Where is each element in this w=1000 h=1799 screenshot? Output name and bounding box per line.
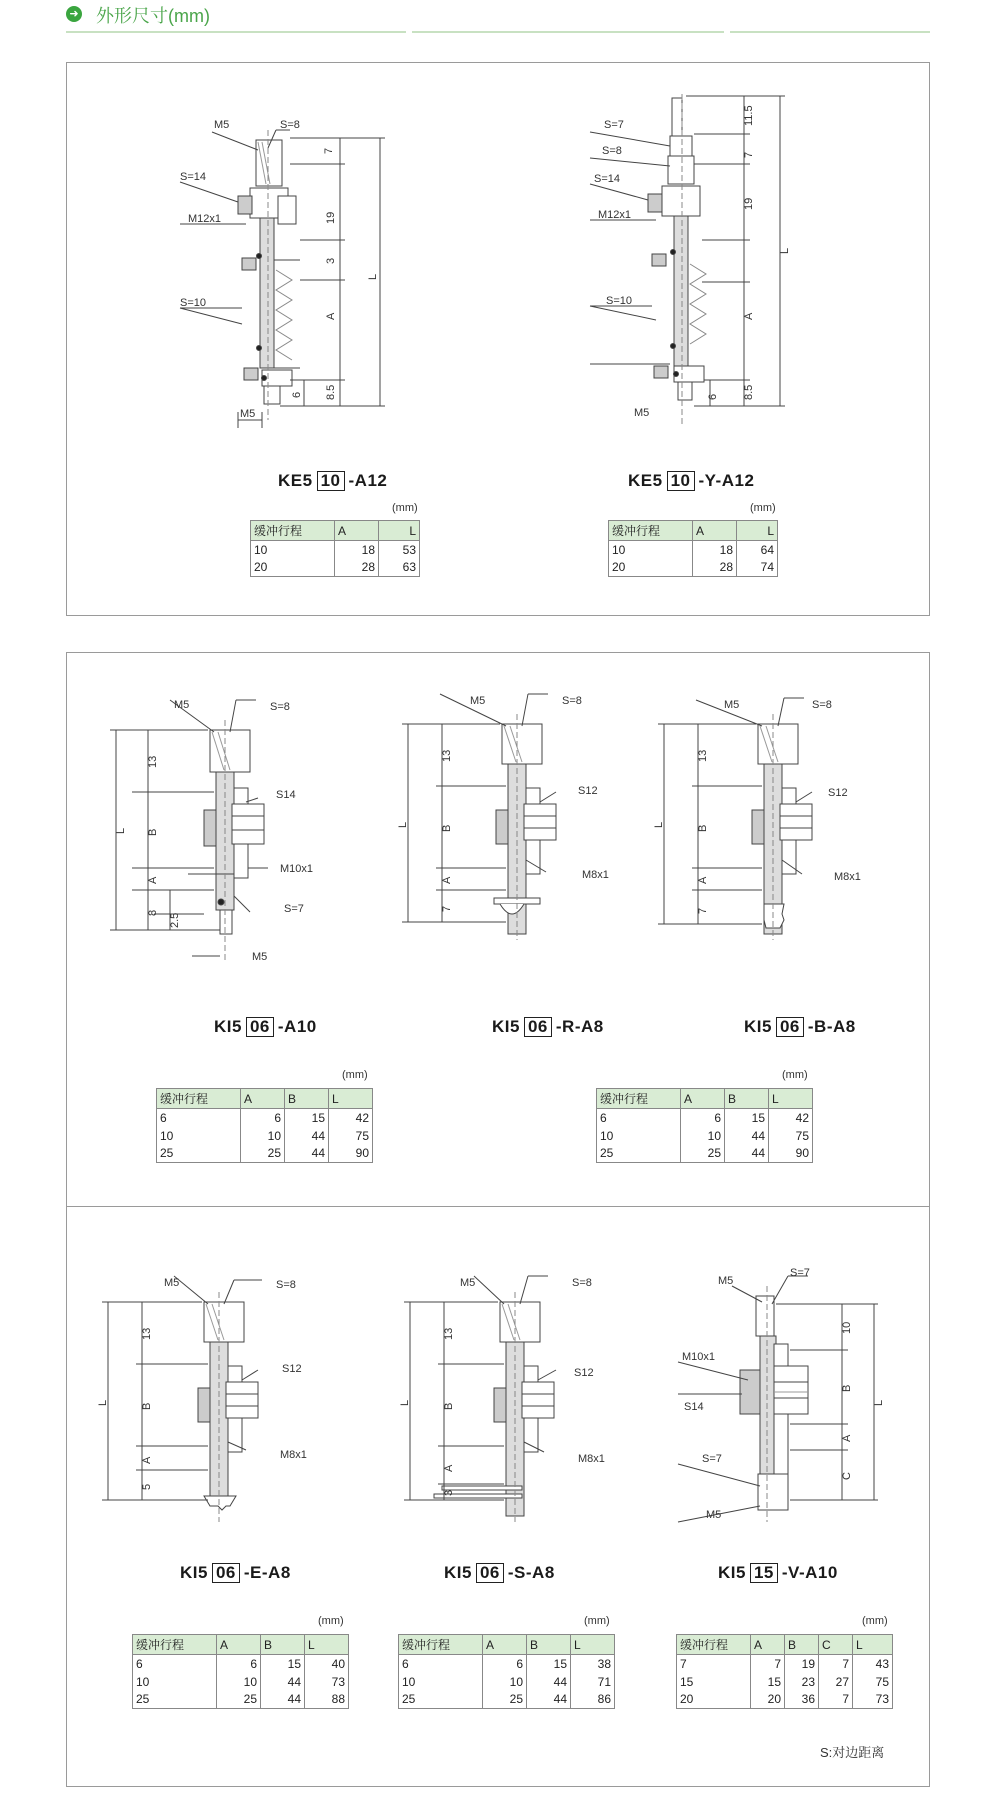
label-s14: S14 (276, 789, 296, 801)
cell: 27 (819, 1673, 853, 1691)
cell: 28 (335, 559, 379, 577)
col-stroke: 缓冲行程 (399, 1635, 483, 1655)
col-a: A (335, 521, 379, 541)
spec-table-ki5-a10 (156, 1088, 373, 1163)
model-prefix: KE5 (278, 471, 313, 490)
model-stroke-box: 06 (476, 1563, 504, 1583)
dim-13: 13 (147, 755, 159, 768)
cell: 44 (527, 1673, 571, 1691)
table-row (609, 541, 778, 559)
dim-a: A (441, 876, 453, 884)
label-s14: S=14 (180, 171, 206, 183)
label-s7: S=7 (284, 903, 304, 915)
unit-label: (mm) (318, 1615, 344, 1627)
table-row (399, 1691, 615, 1709)
label-s14: S14 (684, 1401, 704, 1413)
cell: 10 (241, 1127, 285, 1145)
table-row (133, 1691, 349, 1709)
dim-l: L (115, 827, 127, 834)
cell: 18 (335, 541, 379, 559)
panel-divider (66, 1206, 930, 1207)
dim-13: 13 (441, 749, 453, 762)
drawing-ki5-e-a8 (96, 1274, 336, 1524)
cell: 42 (329, 1109, 373, 1127)
cell: 7 (677, 1655, 751, 1673)
model-title-ke5-a12 (278, 471, 387, 491)
model-prefix: KI5 (214, 1017, 242, 1036)
model-title-ki5-b-a8 (744, 1017, 856, 1037)
col-a: A (483, 1635, 527, 1655)
label-s7: S=7 (702, 1453, 722, 1465)
dim-b: B (697, 824, 709, 832)
arrow-right-circle-icon: ➜ (66, 6, 82, 22)
label-m8: M8x1 (582, 869, 609, 881)
cell: 10 (157, 1127, 241, 1145)
label-m10: M10x1 (280, 863, 314, 875)
cell: 36 (785, 1691, 819, 1709)
dim-10: 10 (841, 1321, 853, 1334)
cell: 15 (285, 1109, 329, 1127)
spec-table-ki5-b-a8 (596, 1088, 813, 1163)
cell: 44 (527, 1691, 571, 1709)
dim-6: 6 (291, 391, 303, 398)
cell: 10 (251, 541, 335, 559)
dim-b: B (443, 1402, 455, 1410)
cell: 38 (571, 1655, 615, 1673)
dim-7: 7 (697, 907, 709, 914)
drawing-ki5-s-a8 (398, 1274, 638, 1524)
cell: 7 (819, 1691, 853, 1709)
cell: 44 (285, 1127, 329, 1145)
cell: 71 (571, 1673, 615, 1691)
label-m5: M5 (164, 1277, 180, 1289)
unit-label: (mm) (342, 1069, 368, 1081)
dim-l: L (397, 821, 409, 828)
cell: 20 (677, 1691, 751, 1709)
model-suffix: -E-A8 (243, 1563, 291, 1582)
model-title-ke5-y-a12 (628, 471, 754, 491)
cell: 20 (609, 559, 693, 577)
label-m12: M12x1 (598, 209, 632, 221)
label-s7: S=7 (604, 119, 624, 131)
cell: 44 (261, 1673, 305, 1691)
label-s8: S=8 (562, 695, 582, 707)
model-stroke-box: 15 (750, 1563, 778, 1583)
dim-l: L (97, 1399, 109, 1406)
col-b: B (785, 1635, 819, 1655)
col-l: L (769, 1089, 813, 1109)
model-suffix: -A12 (348, 471, 388, 490)
dim-l: L (399, 1399, 411, 1406)
cell: 44 (261, 1691, 305, 1709)
col-stroke: 缓冲行程 (251, 521, 335, 541)
model-prefix: KI5 (180, 1563, 208, 1582)
col-a: A (241, 1089, 285, 1109)
drawing-ki5-b-a8 (652, 692, 892, 942)
dim-a: A (325, 312, 337, 320)
dim-b: B (841, 1384, 853, 1392)
table-row (677, 1655, 893, 1673)
cell: 40 (305, 1655, 349, 1673)
cell: 20 (751, 1691, 785, 1709)
section-header (66, 0, 930, 36)
spec-table-ki5-v-a10 (676, 1634, 893, 1709)
cell: 23 (785, 1673, 819, 1691)
table-row (597, 1145, 813, 1163)
cell: 15 (725, 1109, 769, 1127)
label-m5-bottom: M5 (252, 951, 268, 963)
col-b: B (285, 1089, 329, 1109)
label-s10: S=10 (180, 297, 206, 309)
table-row (157, 1127, 373, 1145)
label-s8: S=8 (270, 701, 290, 713)
cell: 42 (769, 1109, 813, 1127)
label-s14: S=14 (594, 173, 620, 185)
m5-bottom-label: M5 (240, 408, 256, 420)
model-suffix: -Y-A12 (698, 471, 755, 490)
cell: 74 (737, 559, 778, 577)
label-m5-top: M5 (214, 119, 230, 131)
drawing-ke5-y-a12 (590, 94, 800, 430)
cell: 73 (853, 1691, 893, 1709)
dim-b: B (141, 1402, 153, 1410)
dim-19: 19 (325, 211, 337, 224)
cell: 44 (725, 1145, 769, 1163)
cell: 86 (571, 1691, 615, 1709)
cell: 15 (677, 1673, 751, 1691)
col-stroke: 缓冲行程 (677, 1635, 751, 1655)
drawing-ki5-v-a10 (678, 1267, 908, 1524)
header-underline (66, 31, 930, 34)
model-prefix: KI5 (718, 1563, 746, 1582)
model-prefix: KI5 (492, 1017, 520, 1036)
cell: 25 (399, 1691, 483, 1709)
label-m5: M5 (634, 407, 650, 419)
cell: 73 (305, 1673, 349, 1691)
label-s12: S12 (578, 785, 598, 797)
dim-5: 5 (141, 1483, 153, 1490)
label-s8: S=8 (280, 119, 300, 131)
model-prefix: KI5 (444, 1563, 472, 1582)
dim-19: 19 (743, 197, 755, 210)
cell: 90 (329, 1145, 373, 1163)
footnote: S:对边距离 (820, 1745, 885, 1760)
dim-b: B (147, 828, 159, 836)
drawing-ki5-r-a8 (396, 692, 636, 942)
cell: 63 (379, 559, 420, 577)
table-row (251, 541, 420, 559)
drawing-ki5-a10 (108, 698, 338, 968)
dim-6: 6 (707, 393, 719, 400)
cell: 6 (241, 1109, 285, 1127)
cell: 6 (157, 1109, 241, 1127)
cell: 6 (597, 1109, 681, 1127)
dim-8: 8 (147, 909, 159, 916)
dim-a: A (141, 1456, 153, 1464)
cell: 10 (133, 1673, 217, 1691)
col-a: A (693, 521, 737, 541)
cell: 75 (769, 1127, 813, 1145)
model-title-ki5-v-a10 (718, 1563, 838, 1583)
table-row (597, 1109, 813, 1127)
cell: 44 (725, 1127, 769, 1145)
model-title-ki5-e-a8 (180, 1563, 291, 1583)
label-m5-top: M5 (174, 699, 190, 711)
col-c: C (819, 1635, 853, 1655)
cell: 18 (693, 541, 737, 559)
cell: 15 (751, 1673, 785, 1691)
col-stroke: 缓冲行程 (597, 1089, 681, 1109)
dim-8-5: 8.5 (325, 384, 337, 400)
unit-label: (mm) (584, 1615, 610, 1627)
cell: 43 (853, 1655, 893, 1673)
cell: 6 (681, 1109, 725, 1127)
label-s8: S=8 (812, 699, 832, 711)
cell: 25 (241, 1145, 285, 1163)
cell: 53 (379, 541, 420, 559)
model-stroke-box: 06 (524, 1017, 552, 1037)
dim-b: B (441, 824, 453, 832)
spec-table-ke5-a12 (250, 520, 420, 577)
cell: 25 (597, 1145, 681, 1163)
model-prefix: KI5 (744, 1017, 772, 1036)
cell: 25 (133, 1691, 217, 1709)
label-m5-bottom: M5 (706, 1509, 722, 1521)
table-row (251, 559, 420, 577)
table-row (399, 1673, 615, 1691)
cell: 25 (217, 1691, 261, 1709)
col-stroke: 缓冲行程 (609, 521, 693, 541)
unit-label: (mm) (750, 502, 776, 514)
dim-7: 7 (441, 905, 453, 912)
col-a: A (681, 1089, 725, 1109)
label-m8: M8x1 (834, 871, 861, 883)
label-s12: S12 (828, 787, 848, 799)
model-prefix: KE5 (628, 471, 663, 490)
model-stroke-box: 10 (317, 471, 345, 491)
model-title-ki5-a10 (214, 1017, 317, 1037)
label-s10: S=10 (606, 295, 632, 307)
col-b: B (527, 1635, 571, 1655)
model-suffix: -A10 (277, 1017, 317, 1036)
cell: 6 (483, 1655, 527, 1673)
cell: 88 (305, 1691, 349, 1709)
table-row (157, 1145, 373, 1163)
col-a: A (751, 1635, 785, 1655)
label-s8: S=8 (276, 1279, 296, 1291)
table-row (609, 559, 778, 577)
col-l: L (305, 1635, 349, 1655)
label-m10: M10x1 (682, 1351, 716, 1363)
drawing-ke5-a12 (180, 120, 460, 430)
cell: 15 (261, 1655, 305, 1673)
dim-3: 3 (443, 1489, 455, 1496)
label-m5: M5 (470, 695, 486, 707)
cell: 25 (681, 1145, 725, 1163)
cell: 7 (819, 1655, 853, 1673)
cell: 20 (251, 559, 335, 577)
dim-a: A (147, 876, 159, 884)
dim-a: A (443, 1464, 455, 1472)
dim-13: 13 (443, 1327, 455, 1340)
cell: 10 (609, 541, 693, 559)
label-m8: M8x1 (280, 1449, 307, 1461)
cell: 19 (785, 1655, 819, 1673)
table-row (157, 1109, 373, 1127)
table-row (133, 1655, 349, 1673)
model-suffix: -R-A8 (555, 1017, 604, 1036)
model-title-ki5-r-a8 (492, 1017, 604, 1037)
dim-11-5: 11.5 (743, 105, 755, 126)
cell: 75 (329, 1127, 373, 1145)
model-suffix: -S-A8 (507, 1563, 555, 1582)
model-stroke-box: 10 (667, 471, 695, 491)
model-title-ki5-s-a8 (444, 1563, 555, 1583)
col-l: L (737, 521, 778, 541)
table-row (597, 1127, 813, 1145)
col-l: L (571, 1635, 615, 1655)
model-suffix: -B-A8 (807, 1017, 856, 1036)
dim-l: L (367, 273, 379, 280)
cell: 64 (737, 541, 778, 559)
label-s12: S12 (282, 1363, 302, 1375)
unit-label: (mm) (392, 502, 418, 514)
table-row (133, 1673, 349, 1691)
model-stroke-box: 06 (776, 1017, 804, 1037)
label-m5: M5 (724, 699, 740, 711)
cell: 28 (693, 559, 737, 577)
label-s8: S=8 (602, 145, 622, 157)
cell: 90 (769, 1145, 813, 1163)
cell: 15 (527, 1655, 571, 1673)
cell: 6 (217, 1655, 261, 1673)
dim-a: A (743, 312, 755, 320)
cell: 25 (483, 1691, 527, 1709)
table-row (677, 1673, 893, 1691)
cell: 10 (681, 1127, 725, 1145)
label-s12: S12 (574, 1367, 594, 1379)
label-m12: M12x1 (188, 213, 222, 225)
dim-c: C (841, 1472, 853, 1480)
col-l: L (379, 521, 420, 541)
table-row (399, 1655, 615, 1673)
col-stroke: 缓冲行程 (133, 1635, 217, 1655)
dim-2-5: 2.5 (169, 912, 181, 928)
dim-l: L (653, 821, 665, 828)
cell: 44 (285, 1145, 329, 1163)
label-m8: M8x1 (578, 1453, 605, 1465)
col-b: B (261, 1635, 305, 1655)
dim-l: L (873, 1399, 885, 1406)
cell: 25 (157, 1145, 241, 1163)
dim-a: A (841, 1434, 853, 1442)
unit-label: (mm) (862, 1615, 888, 1627)
col-b: B (725, 1089, 769, 1109)
spec-table-ki5-e-a8 (132, 1634, 349, 1709)
label-s7-top: S=7 (790, 1267, 810, 1279)
model-stroke-box: 06 (246, 1017, 274, 1037)
dim-8-5: 8.5 (743, 384, 755, 400)
dim-l: L (779, 247, 791, 254)
cell: 10 (217, 1673, 261, 1691)
col-l: L (329, 1089, 373, 1109)
cell: 10 (597, 1127, 681, 1145)
model-suffix: -V-A10 (781, 1563, 838, 1582)
dim-13: 13 (141, 1327, 153, 1340)
label-m5: M5 (460, 1277, 476, 1289)
spec-table-ki5-s-a8 (398, 1634, 615, 1709)
table-row (677, 1691, 893, 1709)
unit-label: (mm) (782, 1069, 808, 1081)
col-l: L (853, 1635, 893, 1655)
label-s8: S=8 (572, 1277, 592, 1289)
col-a: A (217, 1635, 261, 1655)
dim-7: 7 (743, 151, 755, 158)
cell: 10 (399, 1673, 483, 1691)
dim-a: A (697, 876, 709, 884)
cell: 6 (399, 1655, 483, 1673)
dim-3: 3 (325, 257, 337, 264)
cell: 10 (483, 1673, 527, 1691)
col-stroke: 缓冲行程 (157, 1089, 241, 1109)
cell: 6 (133, 1655, 217, 1673)
cell: 7 (751, 1655, 785, 1673)
label-m5-top: M5 (718, 1275, 734, 1287)
cell: 75 (853, 1673, 893, 1691)
section-title: 外形尺寸(mm) (96, 6, 210, 26)
model-stroke-box: 06 (212, 1563, 240, 1583)
dim-13: 13 (697, 749, 709, 762)
spec-table-ke5-y-a12 (608, 520, 778, 577)
dim-7: 7 (323, 147, 335, 154)
